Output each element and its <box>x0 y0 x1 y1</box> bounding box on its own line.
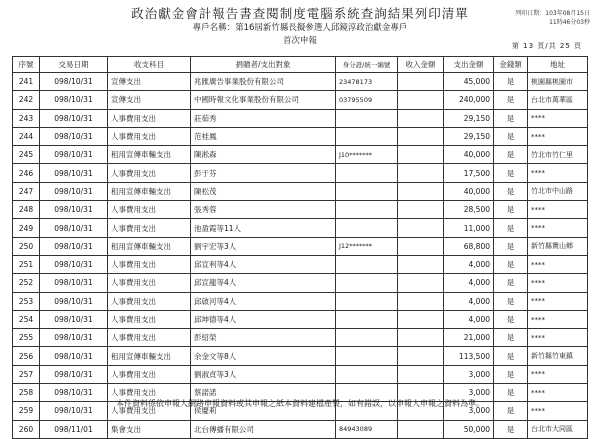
table-cell: 250 <box>13 237 40 255</box>
table-cell <box>398 219 444 237</box>
table-cell <box>336 201 398 219</box>
table-cell: 是 <box>494 127 528 145</box>
table-cell: 253 <box>13 292 40 310</box>
table-cell: 北台傳播有限公司 <box>191 420 336 438</box>
table-cell: 3,000 <box>444 365 494 383</box>
table-cell: 247 <box>13 182 40 200</box>
table-cell: 台北市大同區 <box>528 420 588 438</box>
table-cell: 259 <box>13 402 40 420</box>
column-header: 收入金額 <box>398 57 444 73</box>
table-row <box>13 91 588 109</box>
table-cell: 098/10/31 <box>40 201 108 219</box>
table-cell: 242 <box>13 91 40 109</box>
table-cell: 人事費用支出 <box>108 127 191 145</box>
table-cell <box>336 329 398 347</box>
table-cell: 集會支出 <box>108 420 191 438</box>
table-cell: **** <box>528 255 588 273</box>
table-cell: **** <box>528 164 588 182</box>
print-time: 11時46分03秒 <box>549 19 590 26</box>
table-cell: 是 <box>494 274 528 292</box>
table-cell <box>398 347 444 365</box>
table-cell <box>336 182 398 200</box>
table-cell: 是 <box>494 201 528 219</box>
table-cell <box>398 146 444 164</box>
table-cell: 098/11/01 <box>40 420 108 438</box>
table-cell: 3,000 <box>444 384 494 402</box>
table-cell: 098/10/31 <box>40 91 108 109</box>
table-cell: 新竹縣寶山鄉 <box>528 237 588 255</box>
table-cell: 098/10/31 <box>40 347 108 365</box>
table-cell: 098/10/31 <box>40 365 108 383</box>
table-cell <box>398 164 444 182</box>
table-cell: 243 <box>13 109 40 127</box>
table-cell <box>336 365 398 383</box>
table-cell: 彭于芬 <box>191 164 336 182</box>
table-cell: 竹北市中山路 <box>528 182 588 200</box>
table-cell <box>336 255 398 273</box>
table-row <box>13 109 588 127</box>
table-cell: 池盈霞等11人 <box>191 219 336 237</box>
table-cell: 租用宣傳車輛支出 <box>108 146 191 164</box>
table-cell: 劉宇宏等3人 <box>191 237 336 255</box>
table-cell <box>336 292 398 310</box>
table-cell: 40,000 <box>444 182 494 200</box>
table-cell: **** <box>528 201 588 219</box>
table-cell: 人事費用支出 <box>108 201 191 219</box>
table-cell: 是 <box>494 310 528 328</box>
table-cell <box>336 109 398 127</box>
table-cell: 68,800 <box>444 237 494 255</box>
table-cell: 人事費用支出 <box>108 274 191 292</box>
table-cell: 113,500 <box>444 347 494 365</box>
table-cell: 098/10/31 <box>40 274 108 292</box>
table-row <box>13 292 588 310</box>
table-cell: 邱宣龍等4人 <box>191 274 336 292</box>
table-cell: 098/10/31 <box>40 146 108 164</box>
table-cell: 是 <box>494 73 528 91</box>
table-cell: 50,000 <box>444 420 494 438</box>
table-cell: 人事費用支出 <box>108 109 191 127</box>
table-cell: 251 <box>13 255 40 273</box>
table-cell: 098/10/31 <box>40 384 108 402</box>
table-cell <box>398 127 444 145</box>
table-cell <box>398 91 444 109</box>
table-cell: 彭紹榮 <box>191 329 336 347</box>
column-header: 金錢類 <box>494 57 528 73</box>
table-cell: 人事費用支出 <box>108 365 191 383</box>
column-header: 捐贈者/支出對象 <box>191 57 336 73</box>
table-cell: 28,500 <box>444 201 494 219</box>
table-cell: 是 <box>494 164 528 182</box>
report-section: 首次申報 <box>282 36 317 46</box>
table-cell: 84943089 <box>336 420 398 438</box>
table-cell: 240,000 <box>444 91 494 109</box>
column-header: 序號 <box>13 57 40 73</box>
table-cell: 4,000 <box>444 255 494 273</box>
column-header: 地址 <box>528 57 588 73</box>
table-cell: 邱宣利等4人 <box>191 255 336 273</box>
table-cell: 是 <box>494 219 528 237</box>
report-footer-note: 本件資料係依申報人網路申報資料或其申報之紙本資料建檔產製，如有錯誤，以申報人申報之資料為準。 <box>116 399 484 408</box>
table-cell <box>336 274 398 292</box>
table-header-row <box>13 57 588 73</box>
table-row <box>13 255 588 273</box>
table-cell: 260 <box>13 420 40 438</box>
table-cell: 098/10/31 <box>40 329 108 347</box>
table-cell: 人事費用支出 <box>108 219 191 237</box>
column-header: 身分證/統一編號 <box>336 57 398 73</box>
table-cell: 邱坤德等4人 <box>191 310 336 328</box>
table-cell: 256 <box>13 347 40 365</box>
table-cell: 宣傳支出 <box>108 73 191 91</box>
table-cell: 40,000 <box>444 146 494 164</box>
table-cell <box>398 109 444 127</box>
table-cell: 租用宣傳車輛支出 <box>108 237 191 255</box>
table-cell: 是 <box>494 182 528 200</box>
table-cell: 29,150 <box>444 109 494 127</box>
column-header: 交易日期 <box>40 57 108 73</box>
table-cell: 255 <box>13 329 40 347</box>
table-cell: 是 <box>494 109 528 127</box>
expense-table <box>12 56 588 439</box>
table-row <box>13 127 588 145</box>
table-cell: 249 <box>13 219 40 237</box>
table-cell: 248 <box>13 201 40 219</box>
table-cell <box>398 310 444 328</box>
table-cell: **** <box>528 365 588 383</box>
print-date: 列印日期：103年08月15日 <box>515 10 590 17</box>
table-cell: 3,000 <box>444 402 494 420</box>
table-cell <box>398 182 444 200</box>
table-cell <box>398 255 444 273</box>
table-cell: **** <box>528 219 588 237</box>
table-cell: 台北市萬華區 <box>528 91 588 109</box>
table-cell: 是 <box>494 146 528 164</box>
table-cell: 人事費用支出 <box>108 402 191 420</box>
table-cell: 人事費用支出 <box>108 384 191 402</box>
table-row <box>13 237 588 255</box>
table-cell: 宣傳支出 <box>108 91 191 109</box>
table-cell: 4,000 <box>444 274 494 292</box>
table-row <box>13 365 588 383</box>
table-cell <box>336 310 398 328</box>
table-cell <box>398 201 444 219</box>
table-cell: 新竹縣竹東鎮 <box>528 347 588 365</box>
table-cell <box>398 365 444 383</box>
table-cell: 098/10/31 <box>40 255 108 273</box>
table-cell: 098/10/31 <box>40 73 108 91</box>
table-cell: 11,000 <box>444 219 494 237</box>
table-cell: 范桂鳳 <box>191 127 336 145</box>
table-row <box>13 146 588 164</box>
table-row <box>13 219 588 237</box>
table-cell: 是 <box>494 255 528 273</box>
table-row <box>13 329 588 347</box>
table-cell: 4,000 <box>444 310 494 328</box>
table-cell: **** <box>528 384 588 402</box>
table-cell <box>336 164 398 182</box>
table-cell: 租用宣傳車輛支出 <box>108 182 191 200</box>
table-cell: 是 <box>494 384 528 402</box>
table-cell: 245 <box>13 146 40 164</box>
table-cell: 241 <box>13 73 40 91</box>
table-cell: 租用宣傳車輛支出 <box>108 347 191 365</box>
table-cell: 03795509 <box>336 91 398 109</box>
table-cell: 余金文等8人 <box>191 347 336 365</box>
table-cell: 098/10/31 <box>40 237 108 255</box>
table-cell: 張秀蓉 <box>191 201 336 219</box>
table-cell: 劉淑貞等3人 <box>191 365 336 383</box>
table-row <box>13 310 588 328</box>
table-cell: 45,000 <box>444 73 494 91</box>
table-cell: 098/10/31 <box>40 164 108 182</box>
table-cell: 人事費用支出 <box>108 292 191 310</box>
table-cell: 竹北市竹仁里 <box>528 146 588 164</box>
table-cell: 098/10/31 <box>40 219 108 237</box>
table-cell: 21,000 <box>444 329 494 347</box>
table-cell <box>398 237 444 255</box>
table-cell: 人事費用支出 <box>108 255 191 273</box>
table-cell: 252 <box>13 274 40 292</box>
table-cell: 29,150 <box>444 127 494 145</box>
table-row <box>13 201 588 219</box>
table-cell: **** <box>528 310 588 328</box>
table-cell: 098/10/31 <box>40 402 108 420</box>
table-cell: 人事費用支出 <box>108 164 191 182</box>
table-cell: 098/10/31 <box>40 109 108 127</box>
table-cell: 4,000 <box>444 292 494 310</box>
page-info: 第 13 頁/共 25 頁 <box>511 42 582 50</box>
table-cell: 是 <box>494 292 528 310</box>
account-name: 專戶名稱：第16屆新竹縣長擬參選人邱鏡淳政治獻金專戶 <box>192 23 408 33</box>
table-cell: **** <box>528 274 588 292</box>
table-cell <box>398 329 444 347</box>
table-cell: 257 <box>13 365 40 383</box>
table-cell: 是 <box>494 237 528 255</box>
table-cell <box>398 73 444 91</box>
table-cell: **** <box>528 127 588 145</box>
table-cell: 莊茹秀 <box>191 109 336 127</box>
table-cell: J12******* <box>336 237 398 255</box>
table-cell: 中國時報文化事業股份有限公司 <box>191 91 336 109</box>
table-row <box>13 73 588 91</box>
table-cell: 是 <box>494 91 528 109</box>
table-cell: **** <box>528 109 588 127</box>
table-cell: 蔡諾諾 <box>191 384 336 402</box>
table-cell: 侯慶莉 <box>191 402 336 420</box>
table-cell <box>336 219 398 237</box>
table-cell <box>336 127 398 145</box>
table-cell: 098/10/31 <box>40 182 108 200</box>
table-row <box>13 347 588 365</box>
table-cell: 是 <box>494 347 528 365</box>
table-cell: 人事費用支出 <box>108 329 191 347</box>
table-cell: 桃園縣桃園市 <box>528 73 588 91</box>
table-cell: 陳松茂 <box>191 182 336 200</box>
table-cell: 244 <box>13 127 40 145</box>
table-cell: 23478173 <box>336 73 398 91</box>
column-header: 支出金額 <box>444 57 494 73</box>
table-cell <box>336 347 398 365</box>
table-cell <box>398 274 444 292</box>
table-cell: 098/10/31 <box>40 310 108 328</box>
table-cell: J10******* <box>336 146 398 164</box>
table-cell: **** <box>528 402 588 420</box>
table-cell: **** <box>528 329 588 347</box>
table-cell: 254 <box>13 310 40 328</box>
table-cell: 246 <box>13 164 40 182</box>
table-cell: 是 <box>494 365 528 383</box>
table-cell: 098/10/31 <box>40 127 108 145</box>
table-cell: 258 <box>13 384 40 402</box>
table-cell: **** <box>528 292 588 310</box>
report-title: 政治獻金會計報告書查閱制度電腦系統查詢結果列印清單 <box>131 6 469 21</box>
table-cell: 是 <box>494 329 528 347</box>
table-cell: 人事費用支出 <box>108 310 191 328</box>
table-row <box>13 182 588 200</box>
table-row <box>13 164 588 182</box>
column-header: 收支科目 <box>108 57 191 73</box>
table-cell: 是 <box>494 402 528 420</box>
table-cell: 兆匯廣告事業股份有限公司 <box>191 73 336 91</box>
table-row <box>13 274 588 292</box>
table-cell: 陳淞森 <box>191 146 336 164</box>
table-cell: 17,500 <box>444 164 494 182</box>
table-cell <box>398 292 444 310</box>
table-cell: 是 <box>494 420 528 438</box>
table-cell: 098/10/31 <box>40 292 108 310</box>
table-cell: 邱啟河等4人 <box>191 292 336 310</box>
